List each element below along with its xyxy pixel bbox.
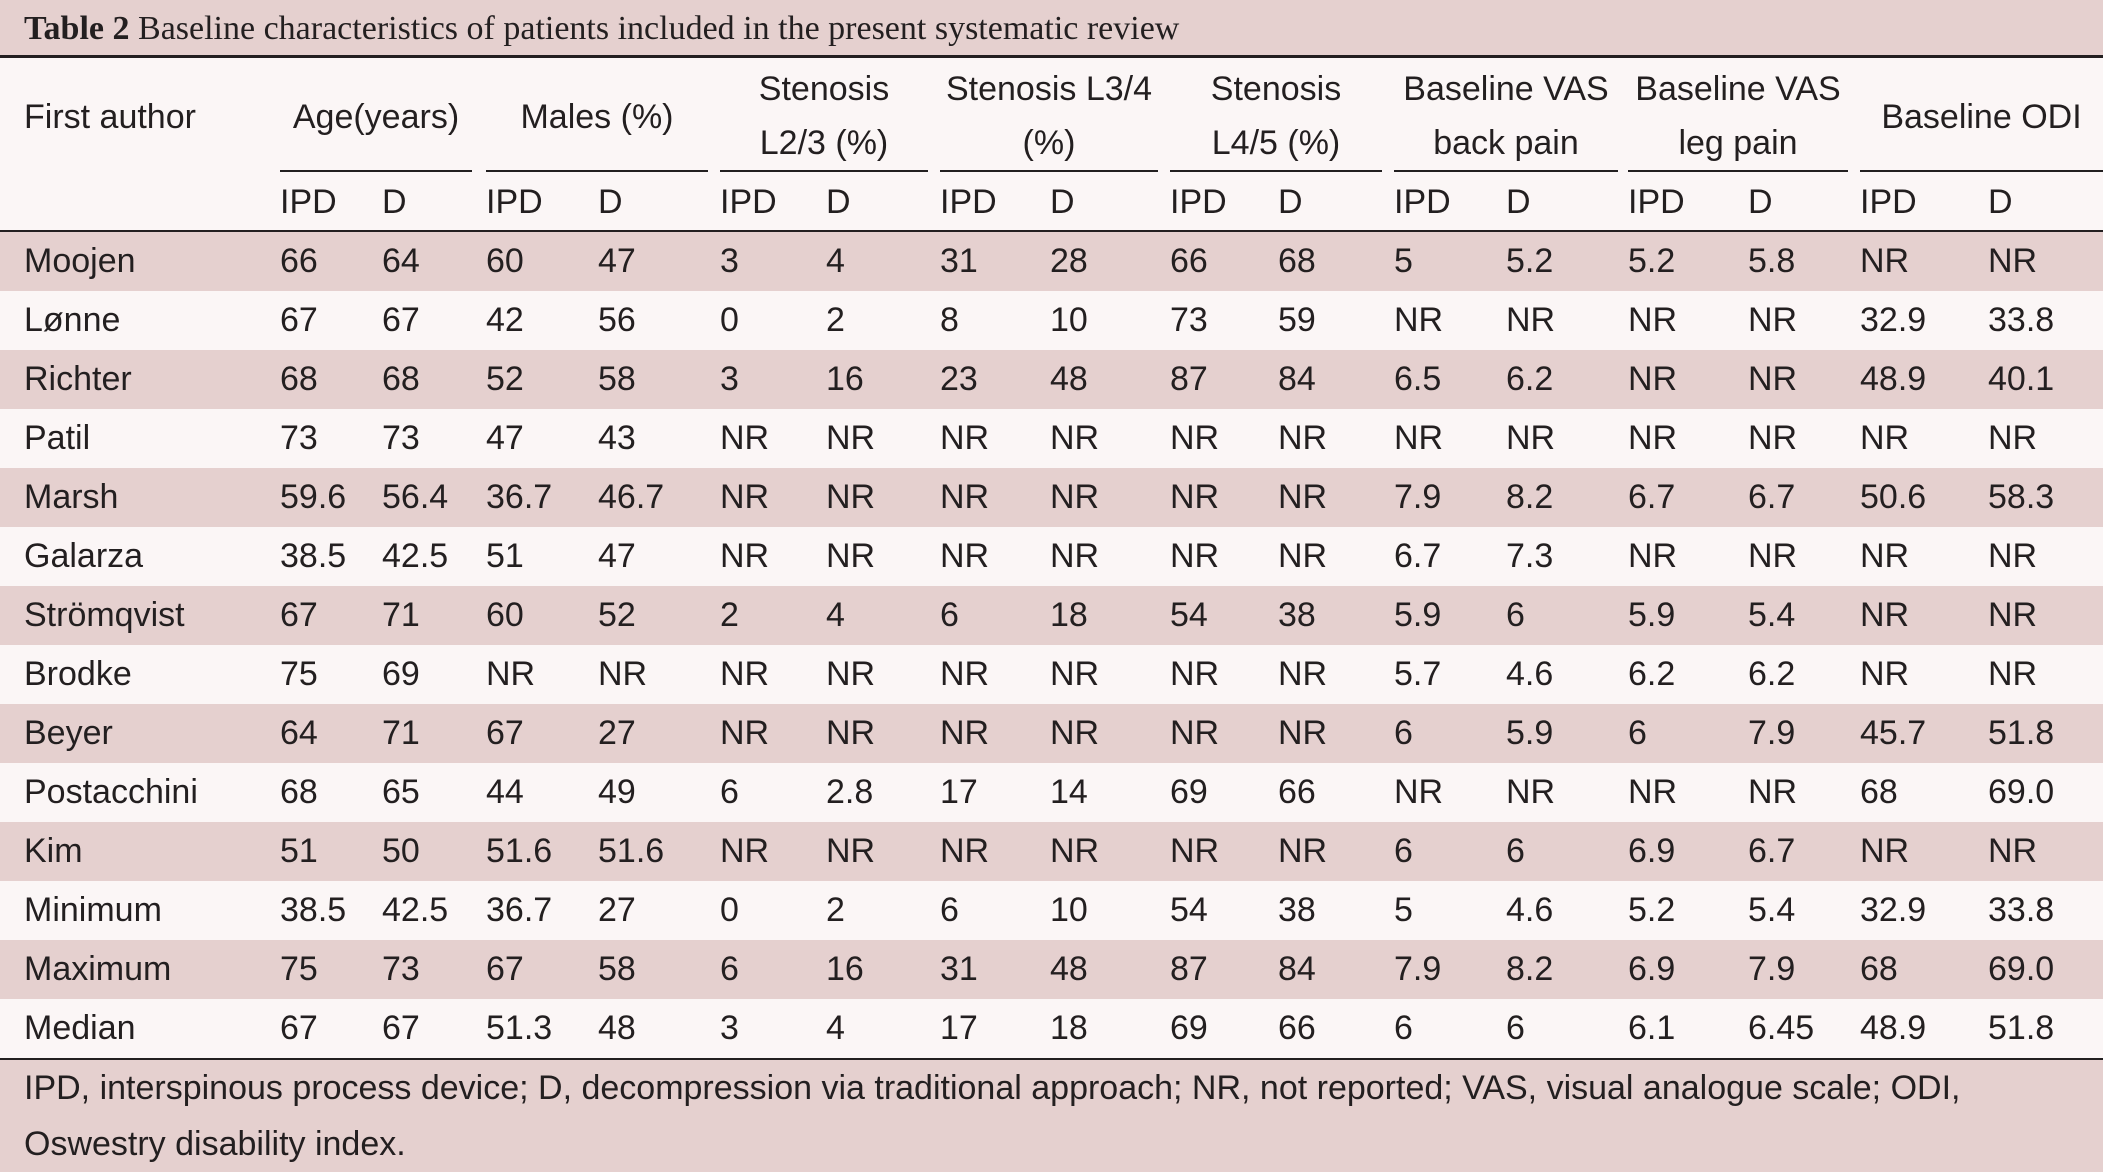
table-cell: 51 bbox=[486, 537, 524, 575]
table-cell: NR bbox=[1050, 478, 1100, 516]
row-label: Kim bbox=[24, 832, 83, 870]
table-row bbox=[0, 586, 2103, 645]
table-cell: 5.4 bbox=[1748, 596, 1796, 634]
table-cell: 66 bbox=[1170, 242, 1208, 280]
table-cell: 3 bbox=[720, 1009, 739, 1047]
table-cell: NR bbox=[1170, 832, 1220, 870]
table-cell: 48 bbox=[1050, 360, 1088, 398]
table-cell: 6.1 bbox=[1628, 1009, 1676, 1047]
table-cell: NR bbox=[1628, 419, 1678, 457]
table-cell: NR bbox=[1860, 655, 1910, 693]
table-cell: NR bbox=[1748, 773, 1798, 811]
table-cell: 42.5 bbox=[382, 537, 449, 575]
table-cell: 7.3 bbox=[1506, 537, 1554, 575]
table-cell: 38 bbox=[1278, 596, 1316, 634]
table-cell: 3 bbox=[720, 242, 739, 280]
table-cell: 5.2 bbox=[1628, 242, 1676, 280]
table-cell: 68 bbox=[1860, 773, 1898, 811]
table-cell: 69 bbox=[1170, 773, 1208, 811]
table-cell: NR bbox=[1860, 832, 1910, 870]
table-cell: NR bbox=[940, 832, 990, 870]
header-group-rule bbox=[1628, 170, 1848, 172]
table-cell: 42.5 bbox=[382, 891, 449, 929]
table-cell: 69.0 bbox=[1988, 950, 2055, 988]
table-cell: NR bbox=[1860, 596, 1910, 634]
table-cell: 2 bbox=[826, 891, 845, 929]
table-cell: 10 bbox=[1050, 301, 1088, 339]
table-cell: NR bbox=[720, 419, 770, 457]
table-row bbox=[0, 527, 2103, 586]
subheader-ipd: IPD bbox=[720, 183, 777, 221]
table-cell: 17 bbox=[940, 1009, 978, 1047]
table-cell: 67 bbox=[382, 1009, 420, 1047]
table-cell: 31 bbox=[940, 950, 978, 988]
table-cell: 84 bbox=[1278, 950, 1316, 988]
row-label: Median bbox=[24, 1009, 136, 1047]
table-cell: NR bbox=[940, 478, 990, 516]
table-cell: 52 bbox=[486, 360, 524, 398]
table-cell: 68 bbox=[1860, 950, 1898, 988]
table-cell: 50 bbox=[382, 832, 420, 870]
table-cell: 48.9 bbox=[1860, 1009, 1927, 1047]
table-cell: 7.9 bbox=[1394, 950, 1442, 988]
table-cell: 0 bbox=[720, 891, 739, 929]
table-cell: 5 bbox=[1394, 891, 1413, 929]
table-cell: 68 bbox=[280, 773, 318, 811]
row-label: Maximum bbox=[24, 950, 172, 988]
table-cell: 51.6 bbox=[598, 832, 665, 870]
table-cell: NR bbox=[1050, 419, 1100, 457]
row-label: Richter bbox=[24, 360, 132, 398]
table-cell: 68 bbox=[280, 360, 318, 398]
table-row bbox=[0, 291, 2103, 350]
table-cell: 4 bbox=[826, 596, 845, 634]
table-cell: 48.9 bbox=[1860, 360, 1927, 398]
header-group-7-line1: Baseline VAS bbox=[1635, 70, 1841, 108]
table-cell: 71 bbox=[382, 596, 420, 634]
table-cell: 23 bbox=[940, 360, 978, 398]
table-cell: NR bbox=[940, 655, 990, 693]
table-cell: 38 bbox=[1278, 891, 1316, 929]
table-cell: NR bbox=[1748, 301, 1798, 339]
table-cell: NR bbox=[826, 714, 876, 752]
table-cell: NR bbox=[1748, 419, 1798, 457]
table-cell: NR bbox=[1278, 714, 1328, 752]
table-row bbox=[0, 468, 2103, 527]
table-cell: NR bbox=[1394, 301, 1444, 339]
header-group-rule bbox=[940, 170, 1158, 172]
table-cell: NR bbox=[1628, 773, 1678, 811]
subheader-ipd: IPD bbox=[940, 183, 997, 221]
table-cell: 60 bbox=[486, 242, 524, 280]
table-cell: NR bbox=[720, 832, 770, 870]
table-cell: 44 bbox=[486, 773, 524, 811]
table-cell: NR bbox=[1860, 419, 1910, 457]
table-cell: 5.9 bbox=[1628, 596, 1676, 634]
table-cell: NR bbox=[826, 655, 876, 693]
table-caption bbox=[0, 0, 2103, 58]
table-cell: 6.45 bbox=[1748, 1009, 1815, 1047]
table-cell: NR bbox=[1170, 655, 1220, 693]
table-row bbox=[0, 999, 2103, 1058]
table-cell: NR bbox=[1170, 478, 1220, 516]
table-cell: 5 bbox=[1394, 242, 1413, 280]
table-cell: 54 bbox=[1170, 596, 1208, 634]
table-cell: 10 bbox=[1050, 891, 1088, 929]
table-cell: NR bbox=[940, 714, 990, 752]
table-cell: 59.6 bbox=[280, 478, 347, 516]
table-cell: 38.5 bbox=[280, 891, 347, 929]
table-cell: NR bbox=[826, 478, 876, 516]
table-cell: NR bbox=[720, 478, 770, 516]
subheader-ipd: IPD bbox=[1860, 183, 1917, 221]
table-cell: NR bbox=[1860, 242, 1910, 280]
row-label: Moojen bbox=[24, 242, 136, 280]
table-cell: NR bbox=[1278, 419, 1328, 457]
table-cell: 46.7 bbox=[598, 478, 665, 516]
header-group-rule bbox=[720, 170, 928, 172]
table-cell: NR bbox=[1278, 478, 1328, 516]
table-cell: 27 bbox=[598, 714, 636, 752]
table-cell: 32.9 bbox=[1860, 301, 1927, 339]
table-cell: 87 bbox=[1170, 360, 1208, 398]
table-cell: 6 bbox=[1394, 832, 1413, 870]
table-cell: NR bbox=[1050, 832, 1100, 870]
table-cell: NR bbox=[1506, 301, 1556, 339]
table-cell: NR bbox=[1170, 419, 1220, 457]
table-cell: NR bbox=[1628, 360, 1678, 398]
table-cell: 43 bbox=[598, 419, 636, 457]
header-group-7-line2: leg pain bbox=[1678, 124, 1798, 162]
subheader-d: D bbox=[382, 183, 407, 221]
table-cell: NR bbox=[720, 537, 770, 575]
table-cell: NR bbox=[1988, 832, 2038, 870]
table-cell: 6.7 bbox=[1748, 832, 1796, 870]
table-cell: 6.5 bbox=[1394, 360, 1442, 398]
table-cell: 60 bbox=[486, 596, 524, 634]
table-cell: 6.7 bbox=[1748, 478, 1796, 516]
row-label: Galarza bbox=[24, 537, 144, 575]
table-cell: 6 bbox=[1394, 1009, 1413, 1047]
header-group-3-line1: Stenosis bbox=[758, 70, 890, 108]
table-cell: 27 bbox=[598, 891, 636, 929]
table-cell: 73 bbox=[382, 419, 420, 457]
table-cell: 42 bbox=[486, 301, 524, 339]
table-cell: 58.3 bbox=[1988, 478, 2055, 516]
header-group-rule bbox=[1860, 170, 2103, 172]
table-row bbox=[0, 350, 2103, 409]
table-cell: NR bbox=[1748, 360, 1798, 398]
table-cell: NR bbox=[1988, 655, 2038, 693]
table-cell: NR bbox=[1394, 773, 1444, 811]
table-cell: 47 bbox=[598, 242, 636, 280]
table-cell: 5.4 bbox=[1748, 891, 1796, 929]
table-cell: 67 bbox=[382, 301, 420, 339]
row-label: Marsh bbox=[24, 478, 119, 516]
table-cell: NR bbox=[1050, 537, 1100, 575]
table-cell: 51.8 bbox=[1988, 1009, 2055, 1047]
row-label: Postacchini bbox=[24, 773, 198, 811]
header-group-1: Age(years) bbox=[292, 98, 460, 136]
table-cell: 6 bbox=[1506, 596, 1525, 634]
table-cell: 5.9 bbox=[1506, 714, 1554, 752]
table-cell: 2 bbox=[826, 301, 845, 339]
table-cell: 69 bbox=[1170, 1009, 1208, 1047]
table-cell: NR bbox=[1988, 242, 2038, 280]
table-cell: 48 bbox=[1050, 950, 1088, 988]
row-label: Minimum bbox=[24, 891, 162, 929]
table-cell: 4.6 bbox=[1506, 655, 1554, 693]
table-cell: 54 bbox=[1170, 891, 1208, 929]
table-cell: NR bbox=[1170, 537, 1220, 575]
table-cell: 51 bbox=[280, 832, 318, 870]
subheader-d: D bbox=[1050, 183, 1075, 221]
table-cell: 36.7 bbox=[486, 478, 553, 516]
table-cell: 47 bbox=[598, 537, 636, 575]
table-cell: 7.9 bbox=[1394, 478, 1442, 516]
table-cell: 4 bbox=[826, 1009, 845, 1047]
table-cell: NR bbox=[1170, 714, 1220, 752]
table-cell: 73 bbox=[1170, 301, 1208, 339]
table-cell: NR bbox=[486, 655, 536, 693]
table-cell: 3 bbox=[720, 360, 739, 398]
table-cell: 5.7 bbox=[1394, 655, 1442, 693]
table-cell: 6.9 bbox=[1628, 832, 1676, 870]
table-cell: 6.9 bbox=[1628, 950, 1676, 988]
table-cell: NR bbox=[1860, 537, 1910, 575]
row-label: Brodke bbox=[24, 655, 132, 693]
header-group-4-line2: (%) bbox=[1022, 124, 1076, 162]
row-label: Strömqvist bbox=[24, 596, 185, 634]
table-cell: 67 bbox=[280, 1009, 318, 1047]
table-cell: 40.1 bbox=[1988, 360, 2055, 398]
table-cell: 5.2 bbox=[1506, 242, 1554, 280]
table-cell: 6 bbox=[720, 950, 739, 988]
table-cell: 66 bbox=[1278, 1009, 1316, 1047]
table-cell: 6 bbox=[720, 773, 739, 811]
table-cell: NR bbox=[826, 419, 876, 457]
table-cell: 2 bbox=[720, 596, 739, 634]
table-cell: 16 bbox=[826, 360, 864, 398]
table-cell: 64 bbox=[280, 714, 318, 752]
table-footnote: IPD, interspinous process device; D, decompression via traditional approach; NR, not reported; VAS, visual analogue scale; ODI, Oswestry disability index. bbox=[0, 1058, 2103, 1172]
table-cell: 87 bbox=[1170, 950, 1208, 988]
table-cell: 59 bbox=[1278, 301, 1316, 339]
table-cell: NR bbox=[720, 714, 770, 752]
subheader-d: D bbox=[1506, 183, 1531, 221]
table-cell: 33.8 bbox=[1988, 301, 2055, 339]
subheader-ipd: IPD bbox=[280, 183, 337, 221]
table-row bbox=[0, 645, 2103, 704]
table-cell: 66 bbox=[280, 242, 318, 280]
header-group-6-line1: Baseline VAS bbox=[1403, 70, 1609, 108]
table-row bbox=[0, 704, 2103, 763]
table-row bbox=[0, 822, 2103, 881]
table-cell: 33.8 bbox=[1988, 891, 2055, 929]
table-cell: 6 bbox=[1506, 832, 1525, 870]
table-cell: 68 bbox=[1278, 242, 1316, 280]
subheader-ipd: IPD bbox=[1394, 183, 1451, 221]
table-cell: 50.6 bbox=[1860, 478, 1927, 516]
table-cell: NR bbox=[1628, 301, 1678, 339]
table-cell: 71 bbox=[382, 714, 420, 752]
row-label: Lønne bbox=[24, 301, 121, 339]
subheader-d: D bbox=[1278, 183, 1303, 221]
table-cell: 28 bbox=[1050, 242, 1088, 280]
table-cell: 6 bbox=[1506, 1009, 1525, 1047]
table-cell: NR bbox=[598, 655, 648, 693]
subheader-d: D bbox=[1748, 183, 1773, 221]
table-cell: 8.2 bbox=[1506, 478, 1554, 516]
header-group-8: Baseline ODI bbox=[1881, 98, 2082, 136]
subheader-d: D bbox=[1988, 183, 2013, 221]
table-cell: NR bbox=[826, 537, 876, 575]
table-cell: 6.7 bbox=[1394, 537, 1442, 575]
table-cell: 75 bbox=[280, 950, 318, 988]
table-cell: 7.9 bbox=[1748, 950, 1796, 988]
table-cell: 58 bbox=[598, 950, 636, 988]
table-cell: 4 bbox=[826, 242, 845, 280]
table-cell: 16 bbox=[826, 950, 864, 988]
table-cell: NR bbox=[1748, 537, 1798, 575]
table-cell: 31 bbox=[940, 242, 978, 280]
table-cell: 5.8 bbox=[1748, 242, 1796, 280]
subheader-ipd: IPD bbox=[1170, 183, 1227, 221]
header-group-6-line2: back pain bbox=[1433, 124, 1579, 162]
table-cell: 58 bbox=[598, 360, 636, 398]
table-cell: 18 bbox=[1050, 596, 1088, 634]
table-cell: 38.5 bbox=[280, 537, 347, 575]
table-cell: 5.2 bbox=[1628, 891, 1676, 929]
table-cell: 2.8 bbox=[826, 773, 874, 811]
table-cell: 56 bbox=[598, 301, 636, 339]
table-cell: 65 bbox=[382, 773, 420, 811]
table-cell: 52 bbox=[598, 596, 636, 634]
table-cell: 5.9 bbox=[1394, 596, 1442, 634]
table-cell: 8.2 bbox=[1506, 950, 1554, 988]
table-cell: 14 bbox=[1050, 773, 1088, 811]
table-cell: NR bbox=[1506, 773, 1556, 811]
table-cell: 69 bbox=[382, 655, 420, 693]
table-cell: 6 bbox=[940, 596, 959, 634]
table-row bbox=[0, 881, 2103, 940]
table-cell: 45.7 bbox=[1860, 714, 1927, 752]
table-cell: 0 bbox=[720, 301, 739, 339]
table-cell: 17 bbox=[940, 773, 978, 811]
table-cell: 18 bbox=[1050, 1009, 1088, 1047]
table-header bbox=[0, 58, 2103, 232]
table-cell: NR bbox=[1278, 832, 1328, 870]
table-cell: 67 bbox=[486, 714, 524, 752]
table-cell: NR bbox=[1050, 655, 1100, 693]
table-cell: 6 bbox=[940, 891, 959, 929]
header-group-2: Males (%) bbox=[520, 98, 674, 136]
table-cell: 48 bbox=[598, 1009, 636, 1047]
table-cell: 84 bbox=[1278, 360, 1316, 398]
table-cell: NR bbox=[940, 537, 990, 575]
header-group-rule bbox=[1170, 170, 1382, 172]
table-cell: 36.7 bbox=[486, 891, 553, 929]
table-body bbox=[0, 232, 2103, 1058]
caption-text: Baseline characteristics of patients included in the present systematic review bbox=[138, 10, 1180, 47]
table-cell: 4.6 bbox=[1506, 891, 1554, 929]
subheader-ipd: IPD bbox=[1628, 183, 1685, 221]
header-group-rule bbox=[1394, 170, 1618, 172]
table-cell: NR bbox=[1506, 419, 1556, 457]
header-group-rule bbox=[486, 170, 708, 172]
header-first-author: First author bbox=[24, 98, 196, 136]
table-cell: 69.0 bbox=[1988, 773, 2055, 811]
caption-label: Table 2 bbox=[24, 10, 130, 47]
table-cell: NR bbox=[1988, 419, 2038, 457]
table-cell: 73 bbox=[280, 419, 318, 457]
table-cell: 75 bbox=[280, 655, 318, 693]
subheader-d: D bbox=[826, 183, 851, 221]
table-cell: 56.4 bbox=[382, 478, 449, 516]
table-row bbox=[0, 232, 2103, 291]
table-cell: 6.7 bbox=[1628, 478, 1676, 516]
table-cell: 49 bbox=[598, 773, 636, 811]
header-group-4-line1: Stenosis L3/4 bbox=[945, 70, 1153, 108]
table-cell: NR bbox=[826, 832, 876, 870]
table-cell: NR bbox=[1278, 655, 1328, 693]
table-cell: 6 bbox=[1394, 714, 1413, 752]
table-cell: NR bbox=[940, 419, 990, 457]
table-cell: 6.2 bbox=[1628, 655, 1676, 693]
table-cell: 64 bbox=[382, 242, 420, 280]
subheader-d: D bbox=[598, 183, 623, 221]
table-cell: NR bbox=[720, 655, 770, 693]
table-cell: 32.9 bbox=[1860, 891, 1927, 929]
table-cell: 67 bbox=[486, 950, 524, 988]
table-cell: 47 bbox=[486, 419, 524, 457]
row-label: Beyer bbox=[24, 714, 113, 752]
table-cell: NR bbox=[1278, 537, 1328, 575]
table-cell: 51.6 bbox=[486, 832, 553, 870]
table-cell: NR bbox=[1988, 596, 2038, 634]
table-cell: NR bbox=[1988, 537, 2038, 575]
table-cell: 68 bbox=[382, 360, 420, 398]
table-cell: 51.8 bbox=[1988, 714, 2055, 752]
table-cell: 6.2 bbox=[1748, 655, 1796, 693]
table-cell: NR bbox=[1050, 714, 1100, 752]
table-cell: 6 bbox=[1628, 714, 1647, 752]
table-cell: 7.9 bbox=[1748, 714, 1796, 752]
subheader-ipd: IPD bbox=[486, 183, 543, 221]
header-group-5-line2: L4/5 (%) bbox=[1211, 124, 1341, 162]
header-group-3-line2: L2/3 (%) bbox=[759, 124, 889, 162]
table-cell: 51.3 bbox=[486, 1009, 553, 1047]
table-cell: 8 bbox=[940, 301, 959, 339]
row-label: Patil bbox=[24, 419, 91, 457]
table-cell: NR bbox=[1628, 537, 1678, 575]
table-cell: 67 bbox=[280, 596, 318, 634]
table-row bbox=[0, 763, 2103, 822]
table-cell: 67 bbox=[280, 301, 318, 339]
table-cell: NR bbox=[1394, 419, 1444, 457]
table-cell: 6.2 bbox=[1506, 360, 1554, 398]
table-row bbox=[0, 940, 2103, 999]
table-row bbox=[0, 409, 2103, 468]
header-group-rule bbox=[280, 170, 472, 172]
table-cell: 66 bbox=[1278, 773, 1316, 811]
header-group-5-line1: Stenosis bbox=[1210, 70, 1342, 108]
table-cell: 73 bbox=[382, 950, 420, 988]
